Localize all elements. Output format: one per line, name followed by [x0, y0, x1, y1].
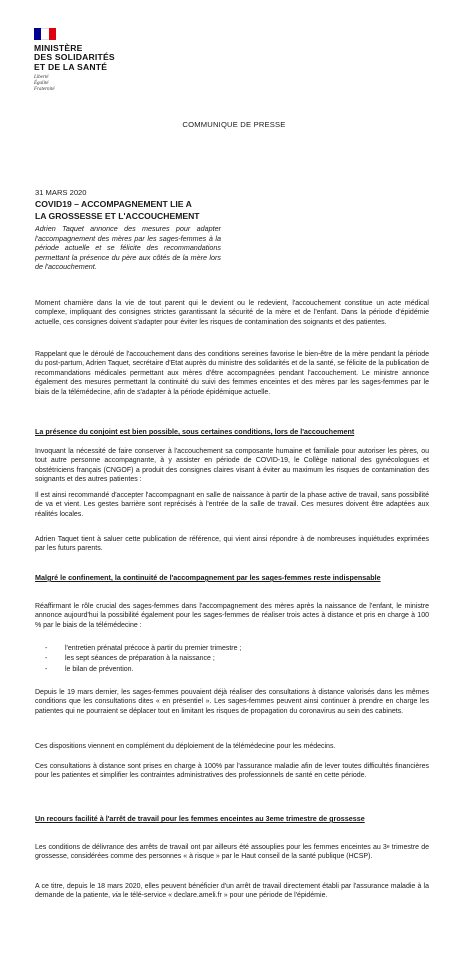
paragraph: Il est ainsi recommandé d'accepter l'accompagnant en salle de naissance à partir de la phase active de travail, sans possibilité de va et vient. Les gestes barrière sont reprécisés à l'entrée de la salle de travail. Ces mesures doivent être adaptées aux réalités locales.: [35, 492, 429, 518]
paragraph: A ce titre, depuis le 18 mars 2020, elles peuvent bénéficier d'un arrêt de travail directement établi par l'assurance maladie à la demande de la patiente, via le télé-service « declare.ameli.fr » pour une période de l'épidémie.: [35, 883, 429, 900]
marianne-flag-icon: [34, 28, 56, 40]
paragraph: Ces consultations à distance sont prises en charge à 100% par l'assurance maladie afin de lever toutes difficultés financières pour les patientes et simplifier les contraintes administratives des professionnels de santé en cette période.: [35, 763, 429, 780]
list-item: - le bilan de prévention.: [45, 665, 425, 675]
release-title: COVID19 – ACCOMPAGNEMENT LIE A LA GROSSESSE ET L'ACCOUCHEMENT: [35, 199, 200, 221]
paragraph: Moment charnière dans la vie de tout parent qui le devient ou le redevient, l'accouchement constitue un acte médical complexe, impliquant des consignes strictes garantissant la sécurité de la mère et de l'enfant. Dans la période d'épidémie actuelle, ces consignes doivent s'adapter pour éviter les risques de contamination des soignants et des patientes.: [35, 300, 429, 326]
release-date: 31 MARS 2020: [35, 188, 87, 197]
paragraph: Ces dispositions viennent en complément du déploiement de la télémédecine pour les médecins.: [35, 743, 336, 750]
paragraph: Adrien Taquet tient à saluer cette publication de référence, qui vient ainsi répondre à de nombreuses inquiétudes exprimées par les futurs parents.: [35, 536, 429, 553]
measures-list: [45, 644, 425, 675]
section-heading: Un recours facilité à l'arrêt de travail pour les femmes enceintes au 3eme trimestre de grossesse: [35, 814, 365, 823]
paragraph: Rappelant que le déroulé de l'accouchement dans des conditions sereines favorise le bien-être de la mère pendant la période du post-partum, Adrien Taquet, secrétaire d'Etat auprès du ministre des solidarités et de la santé, se félicite de la publication de recommandations médicales permettant aux mères d'être accompagnées pendant l'accouchement. Le ministre annonce également des mesures permettant la continuité du suivi des femmes enceintes et des mères par les sages-femmes par le biais de la télémédecine, afin de s'adapter à la période épidémique actuelle.: [35, 351, 429, 396]
section-heading: La présence du conjoint est bien possible, sous certaines conditions, lors de l'accouchement: [35, 427, 355, 436]
press-release-label: COMMUNIQUE DE PRESSE: [182, 120, 286, 129]
republic-motto: Liberté Égalité Fraternité: [34, 75, 55, 93]
list-item: - les sept séances de préparation à la naissance ;: [45, 654, 425, 664]
paragraph: Les conditions de délivrance des arrêts de travail ont par ailleurs été assouplies pour les femmes enceintes au 3e trimestre de grossesse, considérées comme des personnes « à risque » par le Haut conseil de la santé publique (HCSP).: [35, 844, 429, 861]
section-heading: Malgré le confinement, la continuité de l'accompagnement par les sages-femmes reste indispensable: [35, 573, 381, 582]
paragraph: Réaffirmant le rôle crucial des sages-femmes dans l'accompagnement des mères après la naissance de l'enfant, le ministre annonce aujourd'hui la possibilité également pour les sages-femmes de réaliser trois actes à distance et pris en charge à 100 % par le biais de la télémédecine :: [35, 603, 429, 629]
ministry-name: MINISTÈRE DES SOLIDARITÉS ET DE LA SANTÉ: [34, 43, 115, 72]
paragraph: Depuis le 19 mars dernier, les sages-femmes pouvaient déjà réaliser des consultations à distance valorisés dans les mêmes conditions que les consultations dites « en présentiel ». Les sages-femmes peuvent ainsi continuer à prendre en charge les patientes qui ne pourraient se déplacer tout en limitant les risques de propagation du coronavirus au sein des cabinets.: [35, 689, 429, 715]
paragraph: Invoquant la nécessité de faire conserver à l'accouchement sa composante humaine et familiale pour autoriser les pères, ou tout autre personne accompagnante, à y assister en période de COVID-19, le Collège national des gynécologues et obstétriciens français (CNGOF) a produit des consignes claires visant à éviter au maximum les risques de contamination des soignants et des autres patientes :: [35, 448, 429, 484]
ministry-logo: [34, 28, 174, 93]
release-summary: Adrien Taquet annonce des mesures pour adapter l'accompagnement des mères par les sages-femmes à la période actuelle et se félicite des recommandations permettant la présence du père aux côtés de la mère lors de l'accouchement.: [35, 224, 221, 272]
list-item: - l'entretien prénatal précoce à partir du premier trimestre ;: [45, 644, 425, 654]
